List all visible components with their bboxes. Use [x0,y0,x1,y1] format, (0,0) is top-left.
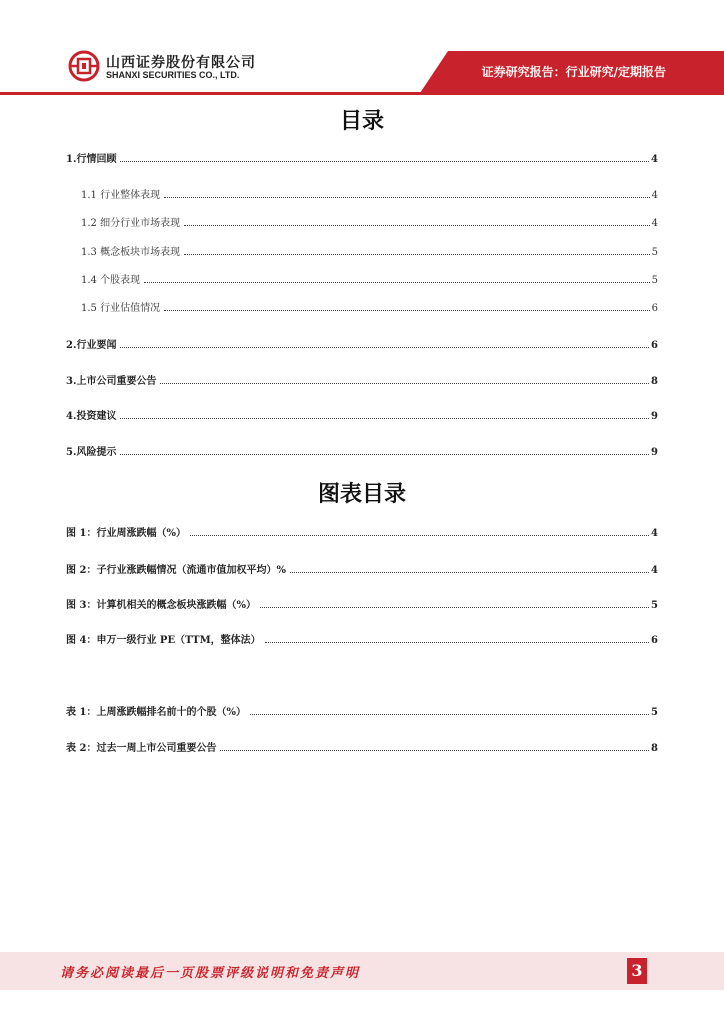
company-name-cn: 山西证券股份有限公司 [106,55,256,71]
figure-entry-page: 4 [651,528,658,539]
dot-leader [220,749,649,751]
toc-title: 目录 [339,108,384,134]
dot-leader [164,196,650,198]
figure-entry-label: 图 3：计算机相关的概念板块涨跌幅（%） [66,600,256,611]
toc-entry-page: 6 [651,340,658,351]
figure-entry-3[interactable] [66,596,658,611]
toc-entry-label: 1.4 个股表现 [81,275,141,286]
toc-entry-1[interactable] [66,150,658,165]
table-entry-1[interactable] [66,703,658,718]
figure-entry-page: 4 [651,565,658,576]
dot-leader [250,713,649,715]
toc-entry-page: 5 [651,247,658,258]
toc-entry-label: 1.3 概念板块市场表现 [81,247,181,258]
toc-entry-page: 6 [651,303,658,314]
figure-entry-label: 图 4：申万一级行业 PE（TTM，整体法） [66,635,261,646]
company-name-en: SHANXI SECURITIES CO., LTD. [106,70,240,80]
toc-entry-1-5[interactable] [81,299,658,314]
toc-entry-1-1[interactable] [81,186,658,201]
toc-entry-page: 9 [651,447,658,458]
toc-entry-page: 4 [651,154,658,165]
page-header [0,0,724,100]
dot-leader [184,253,650,255]
toc-entry-2[interactable] [66,336,658,351]
table-entry-label: 表 1：上周涨跌幅排名前十的个股（%） [66,707,246,718]
dot-leader [160,382,649,384]
toc-entry-page: 4 [651,190,658,201]
header-divider [0,92,724,95]
table-entry-page: 5 [651,707,658,718]
figure-entry-2[interactable] [66,561,658,576]
toc-entry-5[interactable] [66,443,658,458]
toc-entry-label: 4.投资建议 [66,411,117,422]
figure-entry-label: 图 2：子行业涨跌幅情况（流通市值加权平均）% [66,565,286,576]
table-entry-2[interactable] [66,739,658,754]
toc-entry-1-3[interactable] [81,243,658,258]
dot-leader [120,160,649,162]
toc-entry-3[interactable] [66,372,658,387]
dot-leader [265,641,649,643]
figures-toc-title: 图表目录 [317,481,406,507]
figure-entry-page: 6 [651,635,658,646]
company-logo-icon [68,50,100,82]
figure-entry-page: 5 [651,600,658,611]
toc-entry-page: 4 [651,218,658,229]
figure-entry-4[interactable] [66,631,658,646]
toc-entry-page: 8 [651,376,658,387]
toc-entry-label: 1.5 行业估值情况 [81,303,161,314]
toc-entry-page: 9 [651,411,658,422]
dot-leader [164,309,650,311]
dot-leader [184,224,650,226]
footer-disclaimer: 请务必阅读最后一页股票评级说明和免责声明 [60,966,361,981]
toc-entry-page: 5 [651,275,658,286]
toc-entry-label: 5.风险提示 [66,447,117,458]
dot-leader [120,453,649,455]
toc-entry-label: 1.2 细分行业市场表现 [81,218,181,229]
table-entry-label: 表 2：过去一周上市公司重要公告 [66,743,217,754]
figure-entry-1[interactable] [66,524,658,539]
page-number: 3 [627,958,647,984]
toc-entry-label: 3.上市公司重要公告 [66,376,157,387]
dot-leader [290,571,649,573]
dot-leader [190,534,649,536]
dot-leader [120,417,649,419]
toc-entry-1-2[interactable] [81,214,658,229]
dot-leader [120,346,649,348]
toc-entry-label: 1.1 行业整体表现 [81,190,161,201]
report-type-tag: 证券研究报告：行业研究/定期报告 [481,65,666,79]
toc-entry-1-4[interactable] [81,271,658,286]
toc-entry-4[interactable] [66,407,658,422]
toc-entry-label: 2.行业要闻 [66,340,117,351]
figure-entry-label: 图 1：行业周涨跌幅（%） [66,528,186,539]
dot-leader [260,606,649,608]
toc-entry-label: 1.行情回顾 [66,154,117,165]
dot-leader [144,281,650,283]
table-entry-page: 8 [651,743,658,754]
